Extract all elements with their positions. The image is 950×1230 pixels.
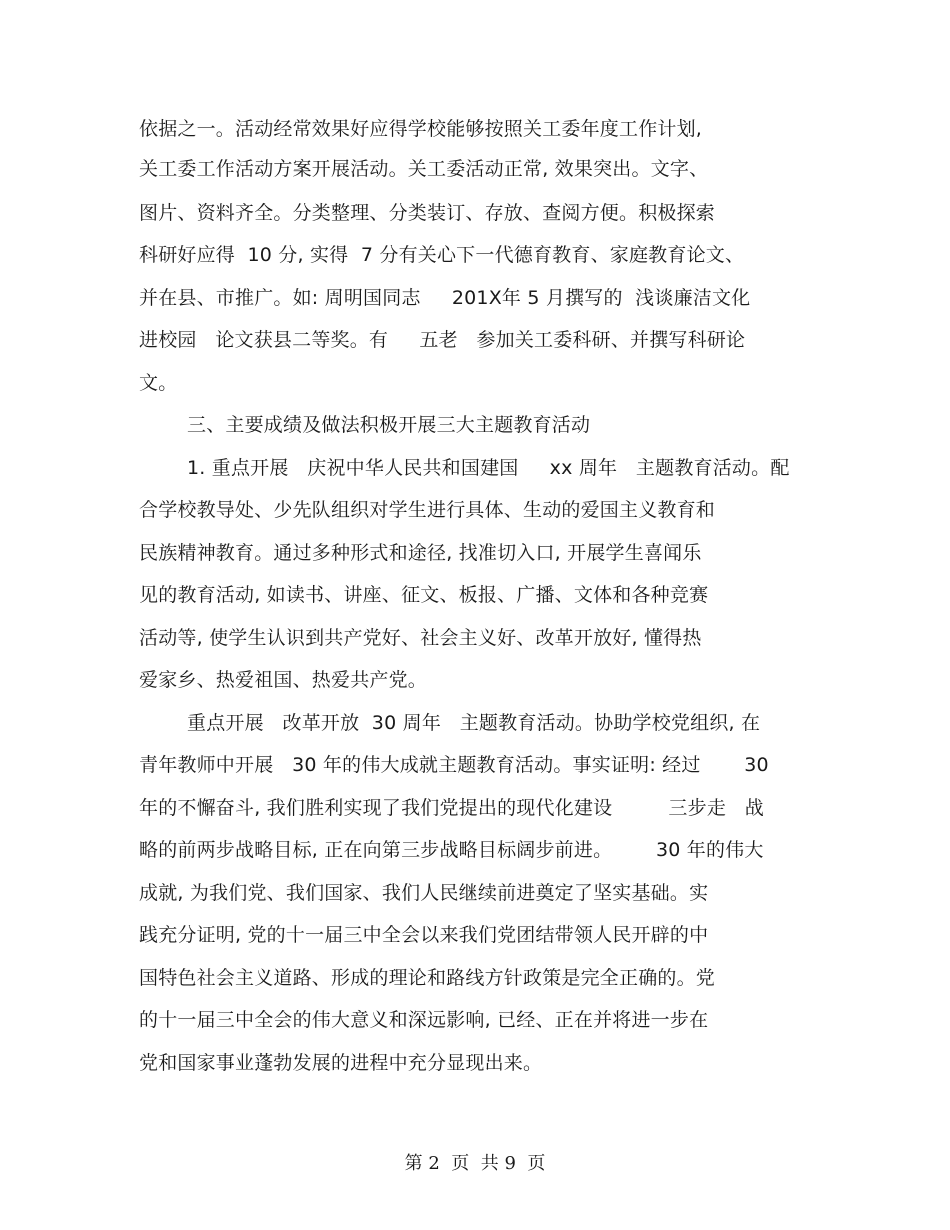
section-heading: 三、主要成绩及做法积极开展三大主题教育活动 [187,414,591,436]
text-line: 的十一届三中全会的伟大意义和深远影响, 已经、正在并将进一步在 [139,1009,709,1031]
text-line: 图片、资料齐全。分类整理、分类装订、存放、查阅方便。积极探索 [139,202,716,224]
page-number-footer: 第 2 页 共 9 页 [404,1153,546,1174]
paragraph-start-line: 1. 重点开展 庆祝中华人民共和国建国 xx 周年 主题教育活动。配 [187,457,790,479]
paragraph-start-line: 重点开展 改革开放 30 周年 主题教育活动。协助学校党组织, 在 [187,712,761,734]
text-line: 国特色社会主义道路、形成的理论和路线方针政策是完全正确的。党 [139,967,716,989]
text-line: 见的教育活动, 如读书、讲座、征文、板报、广播、文体和各种竞赛 [139,584,709,606]
text-line: 并在县、市推广。如: 周明国同志 201X年 5 月撰写的 浅谈廉洁文化 [139,287,751,309]
text-line: 青年教师中开展 30 年的伟大成就主题教育活动。事实证明: 经过 30 [139,754,769,776]
text-line: 民族精神教育。通过多种形式和途径, 找准切入口, 开展学生喜闻乐 [139,542,702,564]
text-line: 爱家乡、热爱祖国、热爱共产党。 [139,669,428,691]
text-line: 文。 [139,372,178,394]
text-line: 合学校教导处、少先队组织对学生进行具体、生动的爱国主义教育和 [139,499,716,521]
text-line: 关工委工作活动方案开展活动。关工委活动正常, 效果突出。文字、 [139,158,709,180]
text-line: 活动等, 使学生认识到共产党好、社会主义好、改革开放好, 懂得热 [139,627,702,649]
text-line: 践充分证明, 党的十一届三中全会以来我们党团结带领人民开辟的中 [139,924,709,946]
text-line: 年的不懈奋斗, 我们胜利实现了我们党提出的现代化建设 三步走 战 [139,797,764,819]
text-line: 党和国家事业蓬勃发展的进程中充分显现出来。 [139,1052,543,1074]
text-line: 成就, 为我们党、我们国家、我们人民继续前进奠定了坚实基础。实 [139,882,709,904]
text-line: 依据之一。活动经常效果好应得学校能够按照关工委年度工作计划, [139,118,703,140]
text-line: 进校园 论文获县二等奖。有 五老 参加关工委科研、并撰写科研论 [139,329,746,351]
text-line: 科研好应得 10 分, 实得 7 分有关心下一代德育教育、家庭教育论文、 [139,244,745,266]
text-line: 略的前两步战略目标, 正在向第三步战略目标阔步前进。 30 年的伟大 [139,839,764,861]
